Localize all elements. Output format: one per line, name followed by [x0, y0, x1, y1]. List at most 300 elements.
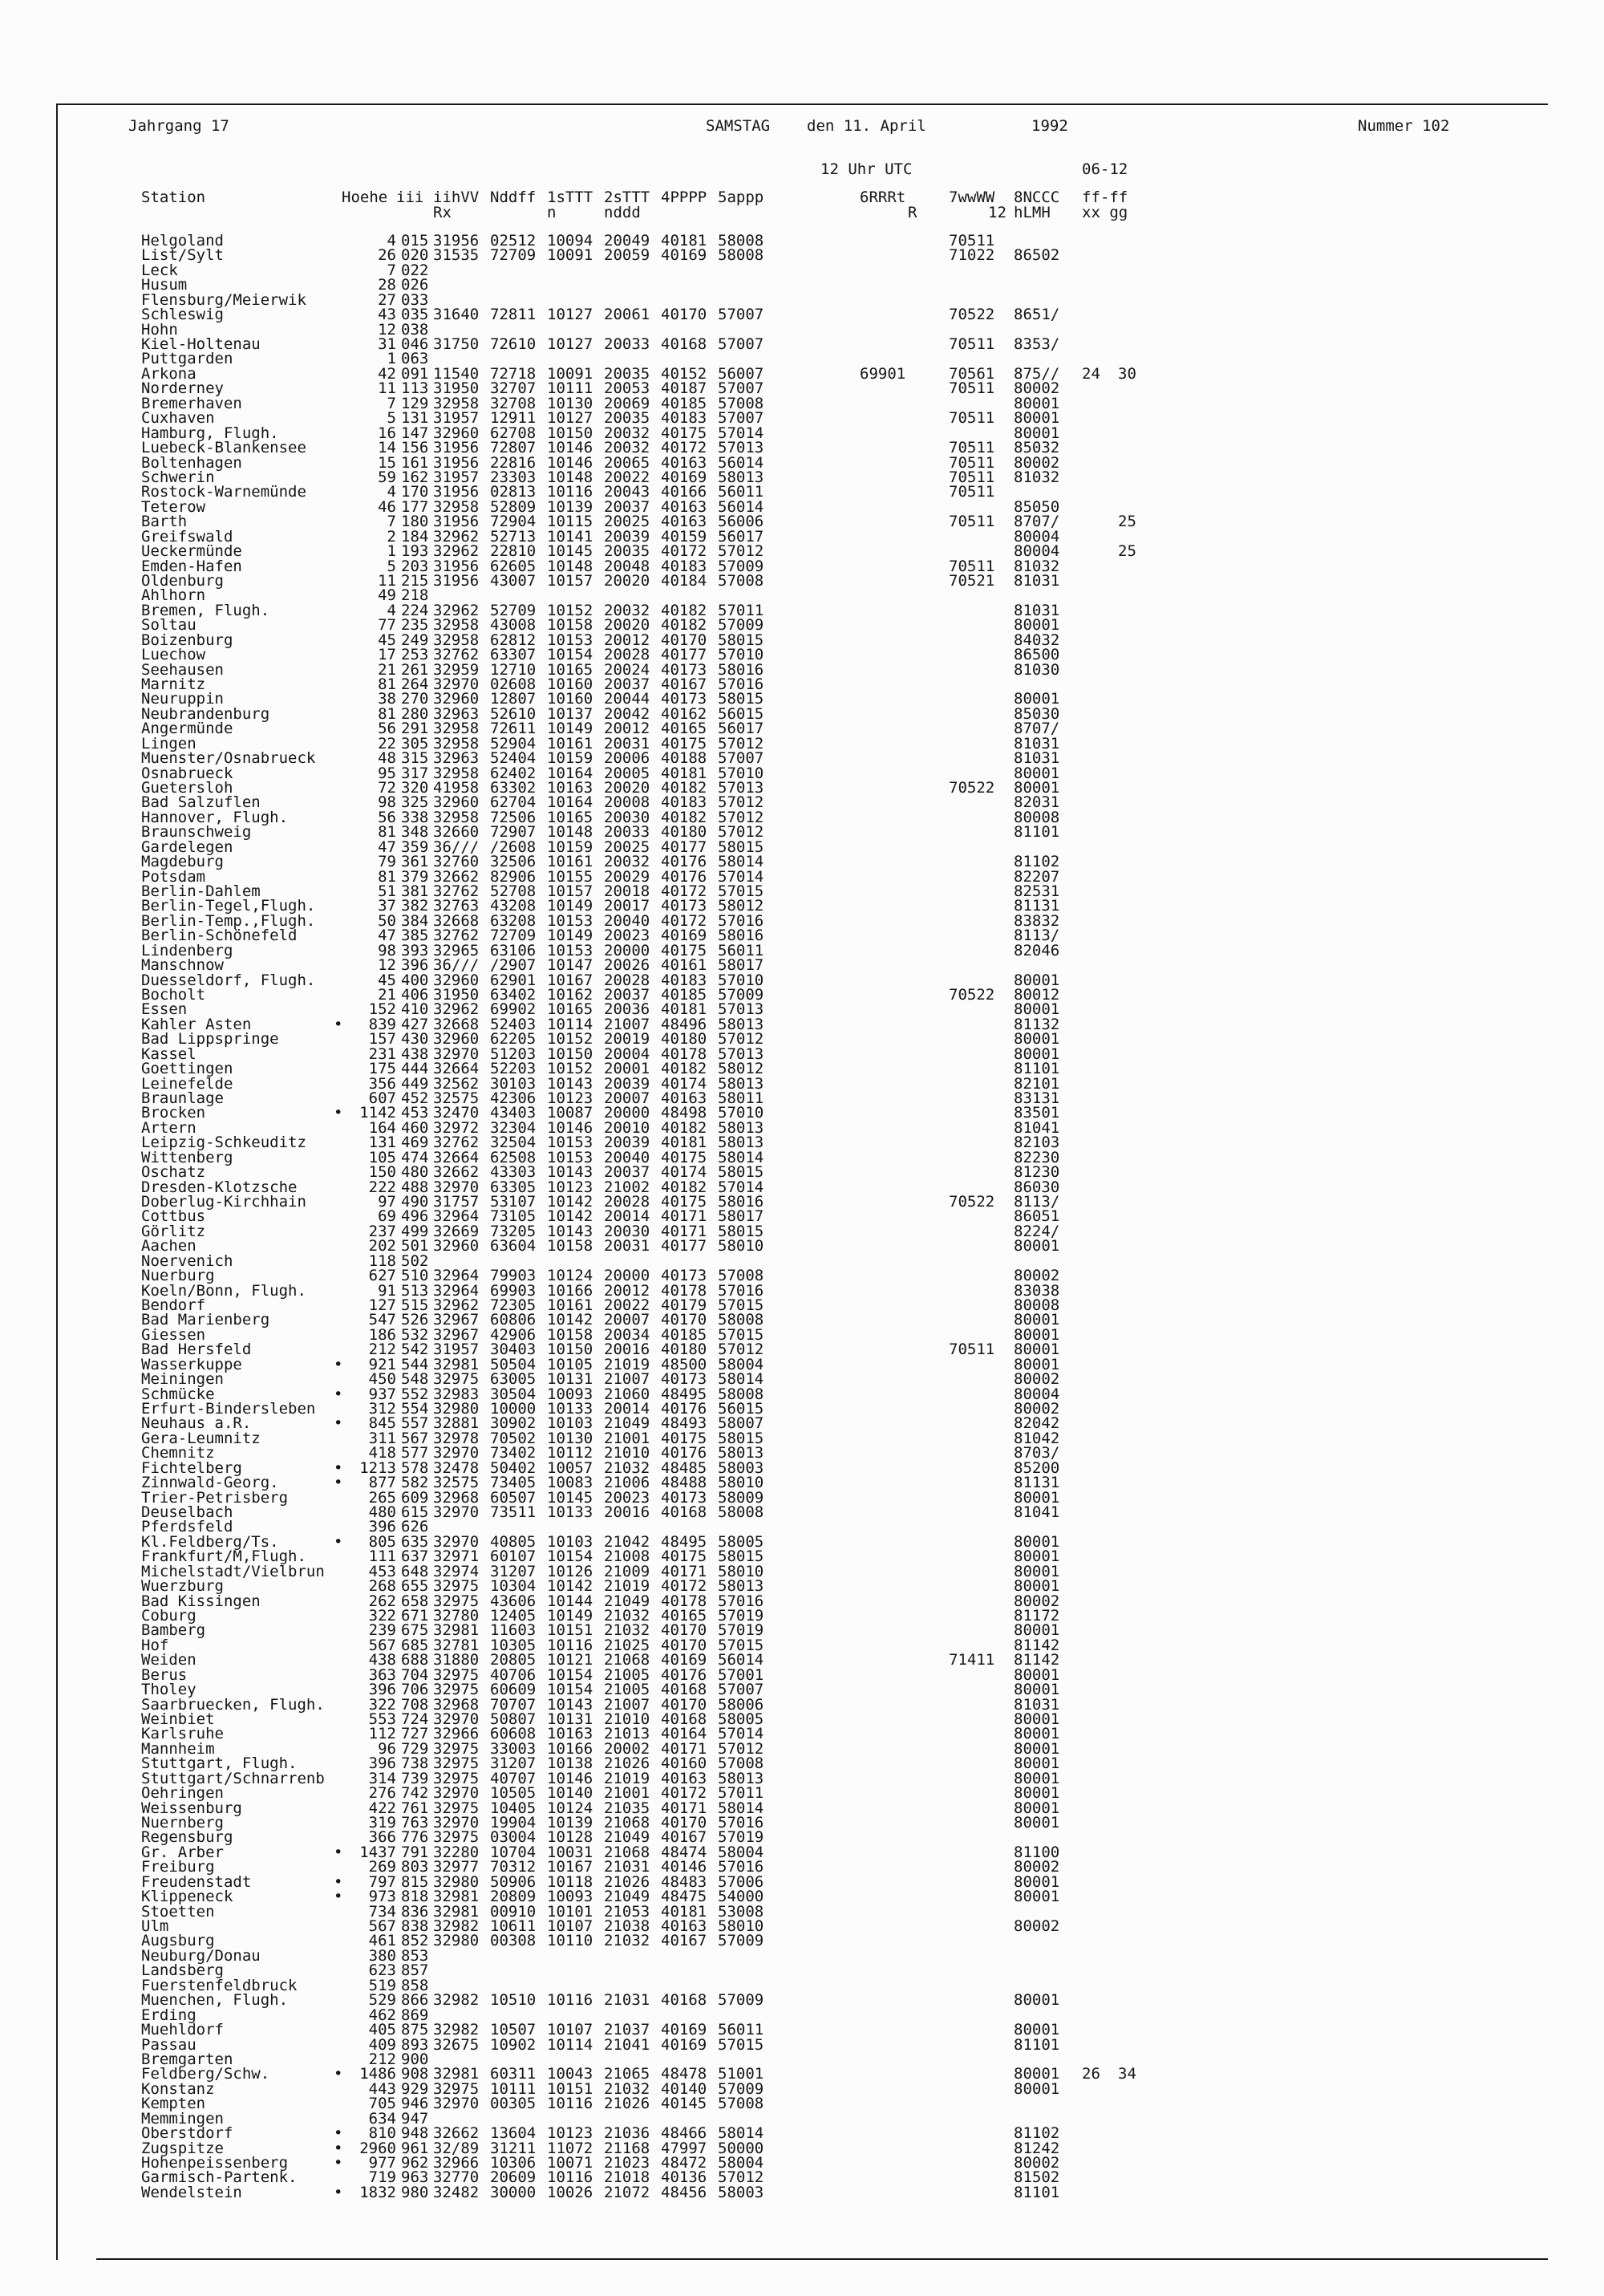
table-row — [0, 529, 1604, 544]
group-8nccc: 81041 — [1014, 1503, 1060, 1521]
group-8nccc: 84032 — [1014, 631, 1060, 649]
group-iihvv: 31956 — [433, 232, 480, 249]
station-name: Regensburg — [141, 1828, 233, 1847]
group-5appp: 58013 — [718, 1134, 764, 1152]
group-4pppp: 40171 — [661, 1799, 707, 1817]
group-1sttt: 10152 — [547, 601, 593, 619]
group-4pppp: 48456 — [661, 2183, 707, 2201]
group-1sttt: 10101 — [547, 1902, 593, 1921]
station-id: 857 — [401, 1961, 429, 1980]
mountain-marker: • — [334, 2153, 343, 2172]
group-1sttt: 10142 — [547, 1193, 593, 1211]
group-2sttt: 21007 — [604, 1370, 650, 1389]
station-id: 615 — [401, 1503, 429, 1521]
group-8nccc: 8707/ — [1014, 513, 1060, 531]
group-2sttt: 20019 — [604, 1030, 650, 1049]
group-5appp: 56011 — [718, 941, 764, 959]
group-1sttt: 10121 — [547, 1651, 593, 1669]
group-iihvv: 32770 — [433, 2168, 480, 2187]
column-header-2sttt-sub: nddd — [604, 204, 641, 221]
station-name: Muenchen, Flugh. — [141, 1991, 289, 2010]
station-height: 405 — [368, 2021, 396, 2038]
group-8nccc: 85200 — [1014, 1458, 1060, 1477]
table-row — [0, 1695, 1604, 1714]
table-row — [0, 263, 1604, 278]
station-name: Augsburg — [141, 1932, 215, 1950]
station-name: Hannover, Flugh. — [141, 808, 289, 826]
station-id: 948 — [401, 2124, 429, 2142]
group-2sttt: 21001 — [604, 1429, 650, 1447]
group-7wwww: 70511 — [949, 453, 995, 472]
station-height: 4 — [387, 601, 396, 619]
table-row — [0, 1933, 1604, 1948]
group-nddff: 30403 — [490, 1341, 537, 1359]
station-name: Weissenburg — [141, 1799, 242, 1817]
table-row — [0, 1224, 1604, 1239]
table-row — [0, 1902, 1604, 1921]
station-id: 381 — [401, 882, 429, 900]
station-height: 81 — [378, 867, 396, 886]
group-2sttt: 20039 — [604, 527, 650, 546]
group-5appp: 58008 — [718, 246, 764, 265]
group-5appp: 58010 — [718, 1917, 764, 1935]
group-1sttt: 10112 — [547, 1444, 593, 1462]
group-nddff: 50807 — [490, 1710, 537, 1728]
station-height: 322 — [368, 1607, 396, 1625]
group-2sttt: 20028 — [604, 971, 650, 989]
group-2sttt: 20040 — [604, 1148, 650, 1166]
group-8nccc: 80001 — [1014, 1325, 1060, 1344]
table-row — [0, 2126, 1604, 2140]
group-2sttt: 21032 — [604, 1621, 650, 1640]
station-id: 688 — [401, 1651, 429, 1669]
station-id: 180 — [401, 513, 429, 531]
group-nddff: 32304 — [490, 1118, 537, 1137]
station-id: 215 — [401, 571, 429, 590]
station-id: 815 — [401, 1872, 429, 1891]
group-iihvv: 32967 — [433, 1311, 480, 1329]
group-5appp: 57016 — [718, 1281, 764, 1300]
group-1sttt: 10111 — [547, 379, 593, 398]
group-1sttt: 10149 — [547, 897, 593, 915]
table-row — [0, 616, 1604, 635]
station-name: Deuselbach — [141, 1503, 233, 1521]
group-5appp: 57012 — [718, 1030, 764, 1049]
group-nddff: 51203 — [490, 1045, 537, 1063]
group-iihvv: 32958 — [433, 394, 480, 412]
group-1sttt: 10146 — [547, 1118, 593, 1137]
group-4pppp: 40159 — [661, 527, 707, 546]
group-5appp: 57008 — [718, 571, 764, 590]
station-id: 513 — [401, 1281, 429, 1300]
station-id: 253 — [401, 646, 429, 663]
group-5appp: 57014 — [718, 424, 764, 442]
group-4pppp: 40181 — [661, 1902, 707, 1921]
group-nddff: 52904 — [490, 734, 537, 752]
group-nddff: 12807 — [490, 690, 537, 708]
station-name: Saarbruecken, Flugh. — [141, 1695, 325, 1714]
group-nddff: 31207 — [490, 1562, 537, 1580]
station-height: 396 — [368, 1681, 396, 1699]
station-height: 97 — [378, 1193, 396, 1211]
group-4pppp: 40181 — [661, 1000, 707, 1019]
group-iihvv: 31640 — [433, 306, 480, 324]
group-1sttt: 10145 — [547, 542, 593, 560]
group-4pppp: 40185 — [661, 394, 707, 412]
group-iihvv: 32958 — [433, 616, 480, 635]
group-1sttt: 10164 — [547, 764, 593, 782]
station-id: 033 — [401, 290, 429, 309]
group-1sttt: 10138 — [547, 1754, 593, 1773]
table-row — [0, 2185, 1604, 2200]
table-row — [0, 1549, 1604, 1564]
group-nddff: 62205 — [490, 1030, 537, 1049]
group-iihvv: 31950 — [433, 985, 480, 1004]
group-4pppp: 40170 — [661, 1311, 707, 1329]
group-1sttt: 10124 — [547, 1267, 593, 1285]
group-8nccc: 80001 — [1014, 1799, 1060, 1817]
group-5appp: 56017 — [718, 720, 764, 738]
station-name: Erfurt-Bindersleben — [141, 1400, 316, 1418]
station-name: Bad Kissingen — [141, 1592, 261, 1610]
group-1sttt: 10148 — [547, 823, 593, 842]
gust-gg: 25 — [1118, 513, 1136, 531]
group-iihvv: 32960 — [433, 424, 480, 442]
group-8nccc: 80002 — [1014, 2153, 1060, 2172]
group-nddff: 40805 — [490, 1532, 537, 1551]
station-name: Aachen — [141, 1237, 196, 1255]
table-row — [0, 453, 1604, 472]
table-row — [0, 1991, 1604, 2010]
station-height: 977 — [368, 2153, 396, 2172]
station-id: 836 — [401, 1902, 429, 1921]
group-4pppp: 48488 — [661, 1474, 707, 1492]
group-iihvv: 32981 — [433, 1355, 480, 1373]
mountain-marker: • — [334, 1355, 343, 1373]
station-name: Noervenich — [141, 1251, 233, 1270]
group-5appp: 58013 — [718, 1015, 764, 1033]
group-nddff: 10507 — [490, 2021, 537, 2038]
station-id: 578 — [401, 1458, 429, 1477]
group-2sttt: 21038 — [604, 1917, 650, 1935]
station-height: 47 — [378, 838, 396, 856]
group-4pppp: 40168 — [661, 1991, 707, 2010]
group-5appp: 58017 — [718, 956, 764, 975]
group-5appp: 57012 — [718, 1341, 764, 1359]
group-5appp: 58011 — [718, 1089, 764, 1107]
station-height: 212 — [368, 1341, 396, 1359]
table-row — [0, 943, 1604, 958]
table-row — [0, 409, 1604, 428]
group-iihvv: 32781 — [433, 1636, 480, 1654]
group-5appp: 58008 — [718, 1503, 764, 1521]
station-name: Konstanz — [141, 2079, 215, 2098]
station-name: Rostock-Warnemünde — [141, 483, 306, 501]
station-name: Stuttgart, Flugh. — [141, 1754, 298, 1773]
station-id: 291 — [401, 720, 429, 738]
group-4pppp: 40172 — [661, 1784, 707, 1803]
group-iihvv: 11540 — [433, 364, 480, 383]
group-iihvv: 32960 — [433, 971, 480, 989]
group-1sttt: 10160 — [547, 675, 593, 693]
group-1sttt: 10154 — [547, 1681, 593, 1699]
group-nddff: 72904 — [490, 513, 537, 531]
group-4pppp: 40175 — [661, 1193, 707, 1211]
station-id: 449 — [401, 1074, 429, 1093]
station-height: 239 — [368, 1621, 396, 1640]
column-header-4pppp: 4PPPP — [661, 189, 707, 206]
group-iihvv: 32975 — [433, 1754, 480, 1773]
station-id: 026 — [401, 276, 429, 294]
station-name: Bendorf — [141, 1296, 206, 1314]
group-4pppp: 40169 — [661, 468, 707, 486]
station-id: 022 — [401, 261, 429, 279]
group-1sttt: 10153 — [547, 1134, 593, 1152]
group-1sttt: 10162 — [547, 985, 593, 1004]
group-4pppp: 48496 — [661, 1015, 707, 1033]
station-name: Doberlug-Kirchhain — [141, 1193, 306, 1211]
table-row — [0, 1963, 1604, 1978]
group-iihvv: 32/89 — [433, 2139, 480, 2157]
station-height: 91 — [378, 1281, 396, 1300]
group-8nccc: 81031 — [1014, 601, 1060, 619]
table-row — [0, 440, 1604, 455]
group-iihvv: 32978 — [433, 1429, 480, 1447]
table-row — [0, 928, 1604, 943]
group-8nccc: 81101 — [1014, 2183, 1060, 2201]
station-id: 384 — [401, 911, 429, 930]
table-row — [0, 1207, 1604, 1226]
group-iihvv: 32280 — [433, 1843, 480, 1861]
group-iihvv: 32959 — [433, 660, 480, 679]
group-8nccc: 81031 — [1014, 1695, 1060, 1714]
group-1sttt: 10154 — [547, 1665, 593, 1684]
group-iihvv: 32970 — [433, 2095, 480, 2113]
station-height: 51 — [378, 882, 396, 900]
station-id: 729 — [401, 1739, 429, 1758]
station-id: 131 — [401, 409, 429, 428]
group-1sttt: 10167 — [547, 971, 593, 989]
table-row — [0, 1726, 1604, 1741]
group-8nccc: 86502 — [1014, 246, 1060, 265]
group-7wwww: 70511 — [949, 379, 995, 398]
station-id: 177 — [401, 497, 429, 516]
station-id: 203 — [401, 557, 429, 575]
group-4pppp: 40146 — [661, 1858, 707, 1876]
station-height: 519 — [368, 1976, 396, 1994]
group-iihvv: 32975 — [433, 1739, 480, 1758]
station-name: Tholey — [141, 1681, 196, 1699]
group-5appp: 56014 — [718, 497, 764, 516]
group-1sttt: 10130 — [547, 1429, 593, 1447]
station-height: 79 — [378, 853, 396, 871]
group-4pppp: 40170 — [661, 631, 707, 649]
group-1sttt: 10161 — [547, 853, 593, 871]
station-id: 317 — [401, 764, 429, 782]
group-iihvv: 32958 — [433, 764, 480, 782]
group-iihvv: 32963 — [433, 704, 480, 723]
table-row — [0, 1312, 1604, 1327]
group-2sttt: 20018 — [604, 882, 650, 900]
station-id: 046 — [401, 335, 429, 353]
group-nddff: 53107 — [490, 1193, 537, 1211]
group-iihvv: 32962 — [433, 1296, 480, 1314]
group-4pppp: 40177 — [661, 838, 707, 856]
station-id: 170 — [401, 483, 429, 501]
table-row — [0, 1150, 1604, 1165]
table-row — [0, 973, 1604, 988]
group-5appp: 58009 — [718, 1488, 764, 1507]
group-1sttt: 10147 — [547, 956, 593, 975]
group-iihvv: 32968 — [433, 1695, 480, 1714]
station-height: 222 — [368, 1178, 396, 1196]
group-nddff: /2907 — [490, 956, 537, 975]
group-2sttt: 21068 — [604, 1651, 650, 1669]
group-5appp: 58013 — [718, 468, 764, 486]
station-name: Leck — [141, 261, 178, 279]
group-1sttt: 10161 — [547, 734, 593, 752]
group-1sttt: 10149 — [547, 720, 593, 738]
group-8nccc: 80001 — [1014, 2021, 1060, 2038]
group-5appp: 58016 — [718, 927, 764, 945]
group-7wwww: 70511 — [949, 409, 995, 428]
table-row — [0, 1325, 1604, 1344]
group-4pppp: 40184 — [661, 571, 707, 590]
group-8nccc: 85050 — [1014, 497, 1060, 516]
group-nddff: 03004 — [490, 1828, 537, 1847]
station-id: 658 — [401, 1592, 429, 1610]
station-height: 422 — [368, 1799, 396, 1817]
station-id: 900 — [401, 2050, 429, 2068]
group-5appp: 58006 — [718, 1695, 764, 1714]
group-1sttt: 10143 — [547, 1222, 593, 1240]
group-iihvv: 32478 — [433, 1458, 480, 1477]
group-1sttt: 10151 — [547, 1621, 593, 1640]
station-name: Erding — [141, 2006, 196, 2024]
group-nddff: 60608 — [490, 1725, 537, 1743]
group-2sttt: 20039 — [604, 1134, 650, 1152]
station-id: 015 — [401, 232, 429, 249]
station-name: Nuernberg — [141, 1814, 224, 1832]
mountain-marker: • — [334, 1872, 343, 1891]
group-8nccc: 80001 — [1014, 1237, 1060, 1255]
group-5appp: 58014 — [718, 853, 764, 871]
group-iihvv: 32960 — [433, 793, 480, 812]
group-nddff: 00308 — [490, 1932, 537, 1950]
group-5appp: 58015 — [718, 838, 764, 856]
group-iihvv: 32980 — [433, 1932, 480, 1950]
station-id: 544 — [401, 1355, 429, 1373]
group-1sttt: 10151 — [547, 2079, 593, 2098]
group-1sttt: 10043 — [547, 2065, 593, 2083]
group-nddff: 42906 — [490, 1325, 537, 1344]
group-nddff: 72305 — [490, 1296, 537, 1314]
group-8nccc: 82042 — [1014, 1414, 1060, 1433]
group-1sttt: 10143 — [547, 1695, 593, 1714]
group-5appp: 57008 — [718, 1267, 764, 1285]
group-8nccc: 80001 — [1014, 1725, 1060, 1743]
table-row — [0, 1756, 1604, 1771]
table-row — [0, 1653, 1604, 1667]
group-iihvv: 32965 — [433, 941, 480, 959]
group-5appp: 57009 — [718, 557, 764, 575]
group-4pppp: 40168 — [661, 335, 707, 353]
group-5appp: 56007 — [718, 364, 764, 383]
group-1sttt: 10149 — [547, 927, 593, 945]
station-height: 56 — [378, 808, 396, 826]
group-5appp: 57013 — [718, 1000, 764, 1019]
group-4pppp: 40170 — [661, 1695, 707, 1714]
group-iihvv: 32970 — [433, 1444, 480, 1462]
station-id: 280 — [401, 704, 429, 723]
group-5appp: 57006 — [718, 1872, 764, 1891]
group-7wwww: 70511 — [949, 439, 995, 456]
column-header-8nccc-sub: hLMH — [1014, 204, 1051, 221]
group-8nccc: 81032 — [1014, 468, 1060, 486]
group-4pppp: 40163 — [661, 453, 707, 472]
group-nddff: 62605 — [490, 557, 537, 575]
table-row — [0, 840, 1604, 854]
table-row — [0, 2008, 1604, 2022]
group-2sttt: 21023 — [604, 2153, 650, 2172]
station-name: Wuerzburg — [141, 1577, 224, 1596]
group-2sttt: 20000 — [604, 941, 650, 959]
station-id: 858 — [401, 1976, 429, 1994]
group-nddff: 60609 — [490, 1681, 537, 1699]
group-2sttt: 20000 — [604, 1104, 650, 1122]
group-iihvv: 31956 — [433, 513, 480, 531]
group-nddff: 10704 — [490, 1843, 537, 1861]
station-name: Cottbus — [141, 1207, 206, 1226]
station-height: 839 — [368, 1015, 396, 1033]
group-2sttt: 21031 — [604, 1858, 650, 1876]
group-8nccc: 80001 — [1014, 1872, 1060, 1891]
station-height: 81 — [378, 675, 396, 693]
group-iihvv: 32470 — [433, 1104, 480, 1122]
station-id: 438 — [401, 1045, 429, 1063]
group-4pppp: 48475 — [661, 1888, 707, 1906]
group-8nccc: 80001 — [1014, 1681, 1060, 1699]
station-height: 48 — [378, 749, 396, 767]
group-8nccc: 80002 — [1014, 1917, 1060, 1935]
station-name: Manschnow — [141, 956, 224, 975]
group-1sttt: 10128 — [547, 1828, 593, 1847]
station-name: Norderney — [141, 379, 224, 398]
group-nddff: 11603 — [490, 1621, 537, 1640]
group-2sttt: 21026 — [604, 1754, 650, 1773]
group-8nccc: 80002 — [1014, 379, 1060, 398]
station-name: Wittenberg — [141, 1148, 233, 1166]
group-4pppp: 40172 — [661, 882, 707, 900]
table-row — [0, 2035, 1604, 2054]
group-iihvv: 32975 — [433, 1799, 480, 1817]
group-iihvv: 32958 — [433, 720, 480, 738]
station-id: 480 — [401, 1163, 429, 1182]
group-8nccc: 80001 — [1014, 1488, 1060, 1507]
station-height: 547 — [368, 1311, 396, 1329]
group-nddff: 32708 — [490, 394, 537, 412]
group-2sttt: 20069 — [604, 394, 650, 412]
group-5appp: 56011 — [718, 2021, 764, 2038]
station-height: 237 — [368, 1222, 396, 1240]
station-name: Coburg — [141, 1607, 196, 1625]
group-2sttt: 21008 — [604, 1548, 650, 1566]
group-5appp: 57015 — [718, 1636, 764, 1654]
group-nddff: 13604 — [490, 2124, 537, 2142]
column-header-iihvv: iihVV — [433, 189, 480, 206]
group-iihvv: 32975 — [433, 1592, 480, 1610]
group-4pppp: 40152 — [661, 364, 707, 383]
